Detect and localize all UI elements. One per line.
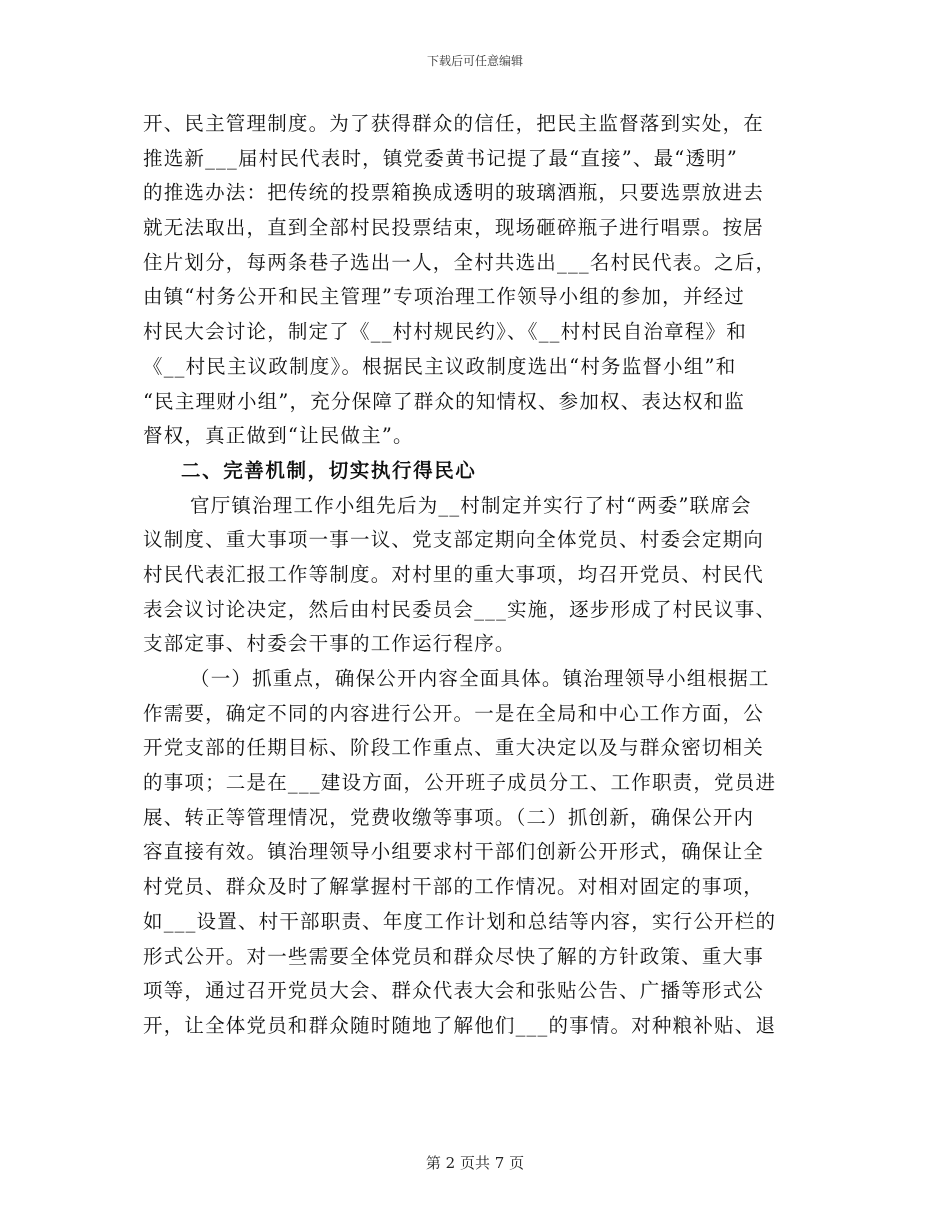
text-line: 村民大会讨论，制定了《__村村规民约》、《__村村民自治章程》和	[143, 320, 747, 344]
text-line: 推选新___届村民代表时，镇党委黄书记提了最“直接”、最“透明”	[143, 146, 739, 170]
page-footer: 第 2 页共 7 页	[425, 1154, 525, 1172]
text-line: 开、民主管理制度。为了获得群众的信任，把民主监督落到实处，在	[143, 112, 765, 135]
text-line: 开，让全体党员和群众随时随地了解他们___的事情。对种粮补贴、退	[143, 1013, 777, 1037]
text-line: 议制度、重大事项一事一议、党支部定期向全体党员、村委会定期向	[143, 528, 765, 552]
text-line: 由镇“村务公开和民主管理”专项治理工作领导小组的参加，并经过	[143, 285, 745, 309]
text-line: 就无法取出，直到全部村民投票结束，现场砸碎瓶子进行唱票。按居	[143, 216, 765, 240]
text-line: 开党支部的任期目标、阶段工作重点、重大决定以及与群众密切相关	[143, 736, 765, 760]
text-line: 展、转正等管理情况，党费收缴等事项。（二）抓创新，确保公开内	[143, 805, 755, 829]
text-line: 的事项；二是在___建设方面，公开班子成员分工、工作职责，党员进	[143, 771, 777, 795]
text-line: 《__村民主议政制度》。根据民主议政制度选出“村务监督小组”和	[143, 354, 737, 378]
text-line: （一）抓重点，确保公开内容全面具体。镇治理领导小组根据工	[190, 667, 770, 690]
body-text	[143, 107, 803, 1044]
text-line: 容直接有效。镇治理领导小组要求村干部们创新公开形式，确保让全	[143, 840, 765, 864]
text-line: 作需要，确定不同的内容进行公开。一是在全局和中心工作方面，公	[143, 701, 765, 725]
text-line: 表会议讨论决定，然后由村民委员会___实施，逐步形成了村民议事、	[143, 597, 777, 621]
text-line: 的推选办法：把传统的投票箱换成透明的玻璃酒瓶，只要选票放进去	[143, 181, 765, 205]
text-line: 督权，真正做到“让民做主”。	[143, 424, 414, 448]
text-line: 村民代表汇报工作等制度。对村里的重大事项，均召开党员、村民代	[143, 562, 765, 586]
text-line: 如___设置、村干部职责、年度工作计划和总结等内容，实行公开栏的	[143, 909, 777, 933]
text-line: 村党员、群众及时了解掌握村干部的工作情况。对相对固定的事项，	[143, 875, 765, 899]
section-heading: 二、完善机制，切实执行得民心	[181, 458, 477, 482]
text-line: 支部定事、村委会干事的工作运行程序。	[143, 632, 516, 656]
text-line: “民主理财小组”，充分保障了群众的知情权、参加权、表达权和监	[143, 389, 745, 413]
text-line: 项等，通过召开党员大会、群众代表大会和张贴公告、广播等形式公	[143, 979, 765, 1003]
text-line: 形式公开。对一些需要全体党员和群众尽快了解的方针政策、重大事	[143, 944, 765, 968]
text-line: 住片划分，每两条巷子选出一人，全村共选出___名村民代表。之后，	[143, 250, 777, 274]
page-header: 下载后可任意编辑	[426, 54, 523, 68]
text-line: 官厅镇治理工作小组先后为__村制定并实行了村“两委”联席会	[190, 493, 752, 517]
